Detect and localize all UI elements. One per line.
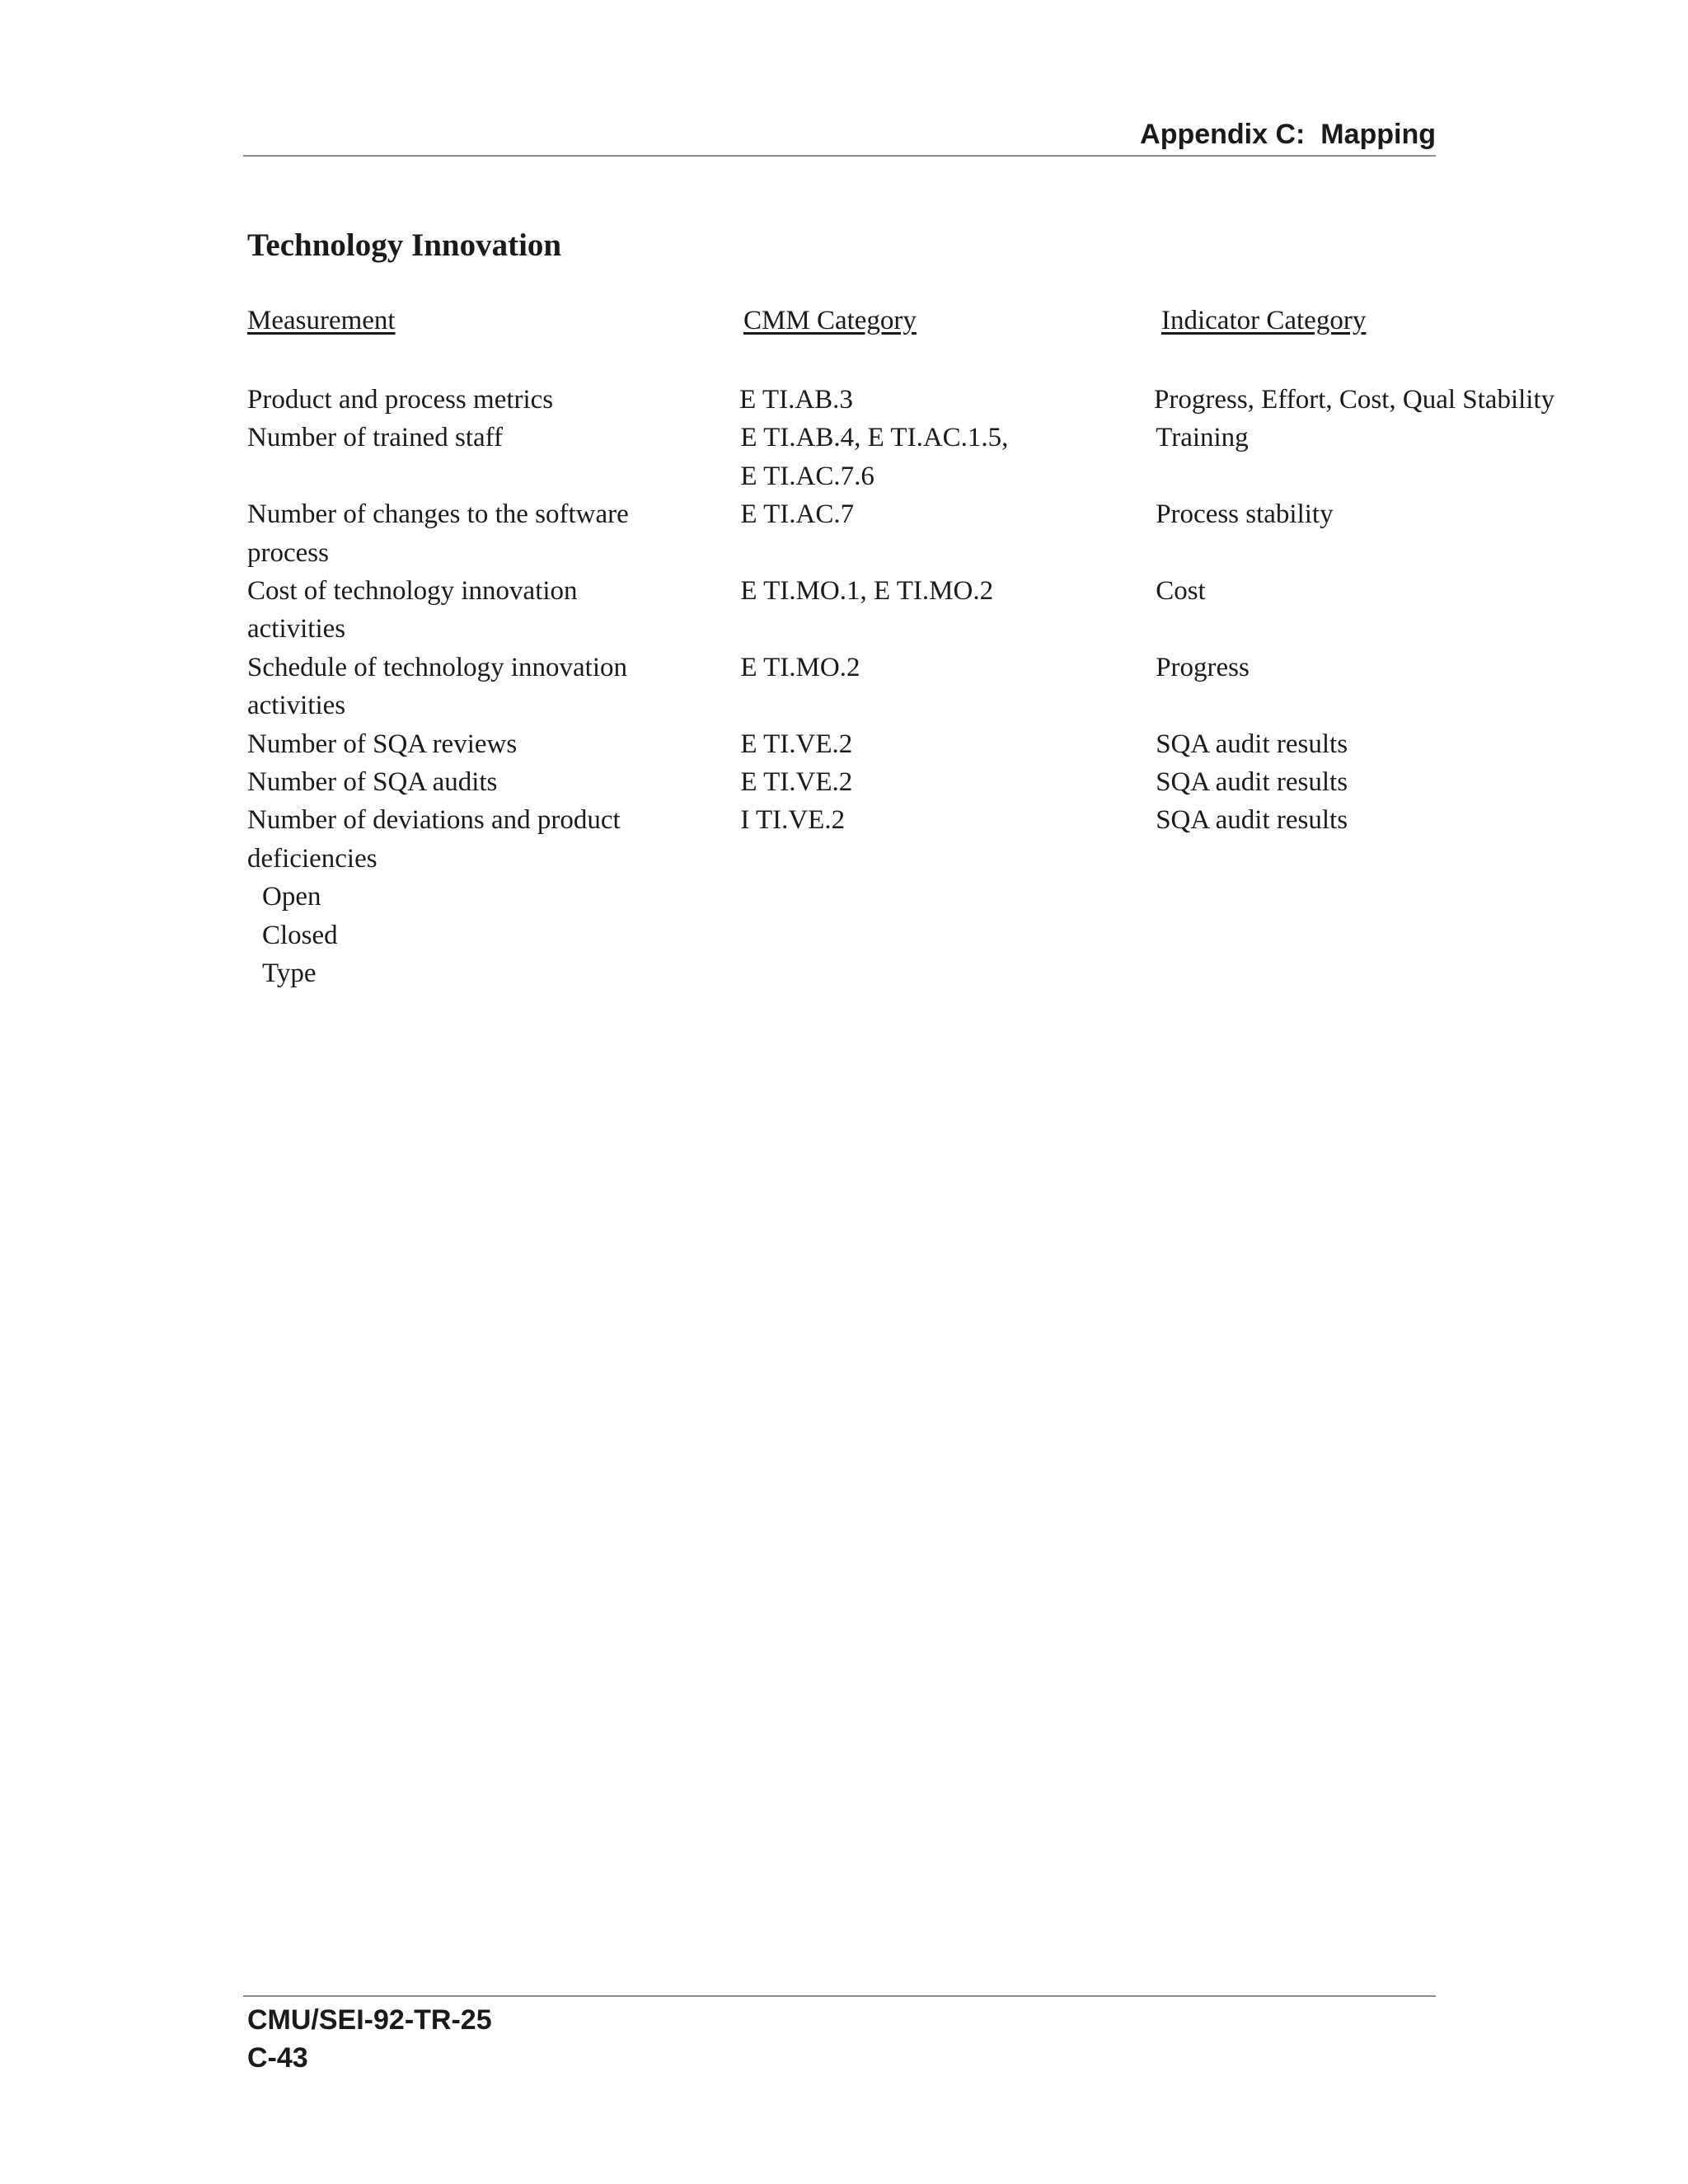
header-rule	[243, 155, 1436, 157]
indicator-category-cell: SQA audit results	[1156, 805, 1348, 836]
measurement-cell: Number of SQA reviews	[247, 729, 518, 759]
mapping-table	[247, 381, 1555, 993]
column-header-indicator-category: Indicator Category	[1161, 306, 1367, 335]
cmm-category-cell: E TI.AB.3	[739, 385, 853, 415]
cmm-category-cell: E TI.MO.2	[740, 652, 860, 682]
table-row	[247, 801, 1451, 878]
cmm-category-cell: E TI.MO.1, E TI.MO.2	[740, 576, 994, 607]
sub-item-closed: Closed	[262, 920, 338, 950]
deviation-sub-items	[247, 878, 1451, 992]
footer-rule	[243, 1995, 1436, 1997]
indicator-category-cell: SQA audit results	[1156, 729, 1348, 759]
sub-item-open: Open	[262, 882, 321, 912]
report-id: CMU/SEI-92-TR-25	[247, 2004, 492, 2036]
measurement-cell: Product and process metrics	[247, 385, 554, 415]
column-header-cmm-category: CMM Category	[743, 306, 917, 335]
measurement-cell: Number of changes to the software process	[247, 499, 629, 568]
indicator-category-cell: Training	[1156, 423, 1249, 453]
header-title: Appendix C: Mapping	[1140, 119, 1436, 150]
section-title: Technology Innovation	[247, 227, 562, 263]
cmm-category-cell: E TI.VE.2	[740, 767, 853, 798]
table-row	[247, 725, 1451, 763]
table-row	[247, 572, 1451, 649]
table-row	[247, 381, 1555, 419]
cmm-category-cell: E TI.AB.4, E TI.AC.1.5, E TI.AC.7.6	[740, 423, 1009, 491]
table-row	[247, 763, 1451, 801]
table-row	[247, 419, 1451, 495]
page-number: C-43	[247, 2042, 308, 2074]
measurement-cell: Number of trained staff	[247, 423, 504, 453]
cmm-category-cell: E TI.VE.2	[740, 729, 853, 759]
cmm-category-cell: I TI.VE.2	[740, 805, 846, 836]
measurement-cell: Number of SQA audits	[247, 767, 498, 798]
table-row	[247, 495, 1451, 572]
indicator-category-cell: Progress	[1156, 652, 1250, 682]
column-header-measurement: Measurement	[247, 306, 396, 335]
measurement-cell: Schedule of technology innovation activities	[247, 652, 627, 721]
indicator-category-cell: Cost	[1156, 576, 1206, 607]
measurement-cell: Cost of technology innovation activities	[247, 576, 578, 644]
indicator-category-cell: Process stability	[1156, 499, 1334, 530]
sub-item-type: Type	[262, 958, 316, 989]
indicator-category-cell: Progress, Effort, Cost, Qual Stability	[1154, 385, 1555, 415]
cmm-category-cell: E TI.AC.7	[740, 499, 855, 530]
measurement-cell: Number of deviations and product deficiencies	[247, 805, 621, 874]
indicator-category-cell: SQA audit results	[1156, 767, 1348, 798]
page-footer	[247, 2001, 492, 2077]
table-row	[247, 649, 1451, 725]
